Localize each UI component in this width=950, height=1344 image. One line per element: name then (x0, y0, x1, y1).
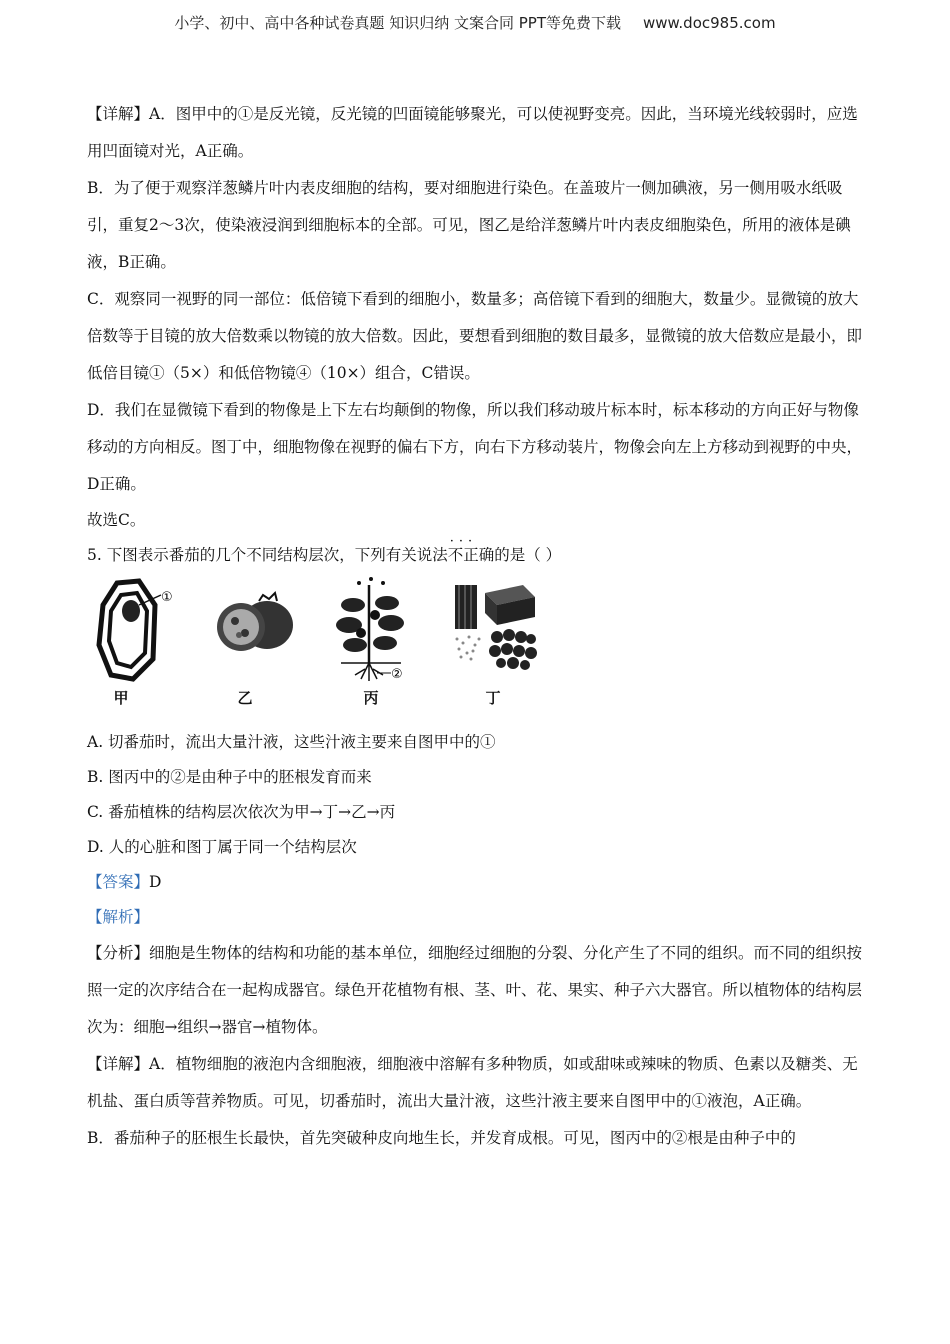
stem-after: 的是（ ） (494, 546, 562, 564)
prev-detail-b: B．为了便于观察洋葱鳞片叶内表皮细胞的结构，要对细胞进行染色。在盖玻片一侧加碘液，另一侧用吸水纸吸引，重复2～3次，使染液浸润到细胞标本的全部。可见，图乙是给洋葱鳞片叶内表皮细胞染色，所用的液体是碘液，B正确。 (87, 179, 851, 271)
figure-tomato (211, 575, 297, 707)
stem-emphasis: ··· 不正确 (448, 538, 495, 573)
analysis-label: 【解析】 (87, 908, 150, 926)
marker-1: ① (161, 590, 173, 605)
analysis-fenxi: 【分析】细胞是生物体的结构和功能的基本单位，细胞经过细胞的分裂、分化产生了不同的组织。而不同的组织按照一定的次序结合在一起构成器官。绿色开花植物有根、茎、叶、花、果实、种子六大器官。所以植物体的结构层次为：细胞→组织→器官→植物体。 (87, 944, 863, 1036)
cell-diagram-icon (91, 575, 181, 685)
tomato-icon (211, 575, 297, 675)
prev-detail-c: C．观察同一视野的同一部位：低倍镜下看到的细胞小，数量多；高倍镜下看到的细胞大，数量少。显微镜的放大倍数等于目镜的放大倍数乘以物镜的放大倍数。因此，要想看到细胞的数目最多，显微镜的放大倍数应是最小，即低倍目镜①（5×）和低倍物镜④（10×）组合，C错误。 (87, 290, 863, 382)
figure-plant (331, 575, 421, 707)
prev-choice: 故选C。 (87, 511, 146, 529)
document-body (87, 96, 867, 1157)
option-a: A. 切番茄时，流出大量汁液，这些汁液主要来自图甲中的① (87, 733, 496, 751)
figure-label-ding: 丁 (485, 689, 501, 707)
answer-value: D (149, 873, 162, 891)
figure-label-bing: 丙 (363, 689, 379, 707)
figure-row (87, 575, 867, 725)
answer-line (87, 865, 867, 900)
tissue-icon (451, 575, 541, 675)
header-site[interactable]: www.doc985.com (642, 14, 776, 32)
analysis-detail-b: B．番茄种子的胚根生长最快，首先突破种皮向地生长，并发育成根。可见，图丙中的②根是由种子中的 (87, 1129, 796, 1147)
marker-2: ② (391, 667, 403, 682)
page-header (0, 12, 950, 33)
answer-label: 【答案】 (87, 873, 150, 891)
figure-cell (91, 575, 181, 707)
option-d: D. 人的心脏和图丁属于同一个结构层次 (87, 838, 357, 856)
option-c: C. 番茄植株的结构层次依次为甲→丁→乙→丙 (87, 803, 396, 821)
figure-label-yi: 乙 (237, 689, 253, 707)
figure-label-jia: 甲 (113, 689, 129, 707)
analysis-label-line (87, 900, 867, 935)
question-stem (87, 538, 867, 573)
analysis-detail-a: 【详解】A．植物细胞的液泡内含细胞液，细胞液中溶解有多种物质，如或甜味或辣味的物质、色素以及糖类、无机盐、蛋白质等营养物质。可见，切番茄时，流出大量汁液，这些汁液主要来自图甲中的①液泡，A正确。 (87, 1055, 858, 1110)
option-b: B. 图丙中的②是由种子中的胚根发育而来 (87, 768, 372, 786)
prev-detail-d: D．我们在显微镜下看到的物像是上下左右均颠倒的物像，所以我们移动玻片标本时，标本移动的方向正好与物像移动的方向相反。图丁中，细胞物像在视野的偏右下方，向右下方移动装片，物像会向左上方移动到视野的中央，D正确。 (87, 401, 863, 493)
prev-detail-a: 【详解】A．图甲中的①是反光镜，反光镜的凹面镜能够聚光，可以使视野变亮。因此，当环境光线较弱时，应选用凹面镜对光，A正确。 (87, 105, 858, 160)
stem-before: 5. 下图表示番茄的几个不同结构层次，下列有关说法 (87, 546, 448, 564)
plant-icon (331, 575, 421, 685)
figure-tissue (451, 575, 541, 707)
header-text: 小学、初中、高中各种试卷真题 知识归纳 文案合同 PPT等免费下载 (174, 14, 621, 32)
